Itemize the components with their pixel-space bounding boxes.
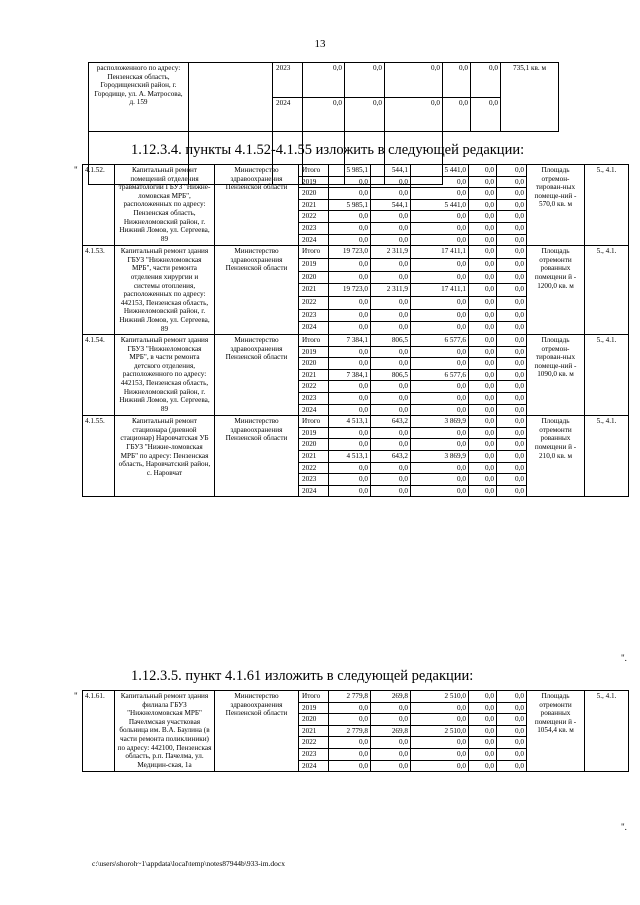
year-cell: 2023 (273, 63, 303, 98)
year-cell: 2024 (299, 234, 329, 246)
local-budget-cell: 0,0 (469, 358, 497, 370)
year-cell: 2023 (299, 309, 329, 322)
federal-budget-cell: 0,0 (411, 393, 469, 405)
local-budget-cell: 0,0 (469, 246, 497, 259)
federal-budget-cell: 0,0 (411, 234, 469, 246)
regional-budget-cell: 544,1 (371, 165, 411, 177)
regional-budget-cell: 0,0 (371, 404, 411, 416)
year-cell: 2023 (299, 748, 329, 760)
other-sources-cell: 0,0 (497, 222, 527, 234)
federal-budget-cell: 0,0 (411, 485, 469, 497)
local-budget-cell: 0,0 (469, 284, 497, 297)
regional-budget-cell: 0,0 (371, 296, 411, 309)
year-cell: 2022 (299, 211, 329, 223)
other-sources-cell: 0,0 (497, 258, 527, 271)
year-cell: 2022 (299, 462, 329, 474)
federal-budget-cell: 0,0 (411, 358, 469, 370)
item-name: Капитальный ремонт стационара (дневной стационар) Наровчатская УБ ГБУЗ "Нижне-ломовская МРБ" по адресу: Пензенская область, Наровчатский район, с. Наровчат (115, 416, 215, 497)
regional-budget-cell: 643,2 (371, 451, 411, 463)
other-sources-cell: 0,0 (497, 309, 527, 322)
federal-budget-cell: 0,0 (411, 427, 469, 439)
item-reference: 5., 4.1. (585, 335, 629, 416)
year-cell: 2024 (299, 404, 329, 416)
other-sources-cell: 0,0 (497, 211, 527, 223)
item-result: Площадь отремонти рованных помещени й - 210,0 кв. м (527, 416, 585, 497)
local-budget-cell: 0,0 (469, 258, 497, 271)
table-row (83, 335, 629, 347)
total-cell: 0,0 (329, 760, 371, 772)
regional-budget-cell: 0,0 (371, 346, 411, 358)
regional-budget-cell: 0,0 (371, 714, 411, 726)
local-budget-cell: 0,0 (469, 369, 497, 381)
regional-budget-cell: 806,5 (371, 369, 411, 381)
regional-budget-cell: 0,0 (371, 474, 411, 486)
other-sources-cell: 0,0 (497, 393, 527, 405)
total-cell: 19 723,0 (329, 246, 371, 259)
regional-budget-cell: 0,0 (371, 322, 411, 335)
total-cell: 0,0 (329, 188, 371, 200)
local-budget-cell: 0,0 (469, 199, 497, 211)
other-sources-cell: 0,0 (497, 451, 527, 463)
item-customer: Министерство здравоохранения Пензенской области (215, 416, 299, 497)
federal-budget-cell: 0,0 (411, 271, 469, 284)
regional-budget-cell: 0,0 (345, 97, 385, 132)
opening-quote-1: " (74, 165, 78, 175)
total-cell: 7 384,1 (329, 335, 371, 347)
other-sources-cell: 0,0 (497, 322, 527, 335)
year-cell: 2019 (299, 258, 329, 271)
local-budget-cell: 0,0 (469, 404, 497, 416)
federal-budget-cell: 0,0 (411, 702, 469, 714)
local-budget-cell: 0,0 (469, 427, 497, 439)
year-cell: Итого (299, 416, 329, 428)
regional-budget-cell: 0,0 (371, 234, 411, 246)
other-sources-cell: 0,0 (497, 702, 527, 714)
local-budget-cell: 0,0 (469, 725, 497, 737)
year-cell: Итого (299, 691, 329, 703)
federal-budget-cell: 0,0 (411, 760, 469, 772)
federal-budget-cell: 0,0 (411, 462, 469, 474)
year-cell: 2021 (299, 451, 329, 463)
local-budget-cell: 0,0 (469, 474, 497, 486)
item-result: Площадь отремонти рованных помещени й - 1200,0 кв. м (527, 246, 585, 335)
item-result: Площадь отремон-тирован-ных помеще-ний - 570,0 кв. м (527, 165, 585, 246)
other-sources-cell: 0,0 (497, 714, 527, 726)
local-budget-cell: 0,0 (469, 702, 497, 714)
other-sources-cell: 0,0 (497, 737, 527, 749)
federal-budget-cell: 0,0 (411, 346, 469, 358)
total-cell: 0,0 (303, 97, 345, 132)
total-cell: 0,0 (329, 346, 371, 358)
local-budget-cell: 0,0 (443, 97, 471, 132)
total-cell: 5 985,1 (329, 199, 371, 211)
federal-budget-cell: 0,0 (411, 714, 469, 726)
item-number: 4.1.53. (83, 246, 115, 335)
local-budget-cell: 0,0 (469, 211, 497, 223)
federal-budget-cell: 2 510,0 (411, 691, 469, 703)
regional-budget-cell: 0,0 (371, 211, 411, 223)
year-cell: 2022 (299, 737, 329, 749)
total-cell: 0,0 (329, 427, 371, 439)
year-cell: 2020 (299, 439, 329, 451)
year-cell: 2024 (299, 485, 329, 497)
other-sources-cell: 0,0 (497, 335, 527, 347)
total-cell: 0,0 (329, 393, 371, 405)
federal-budget-cell: 5 441,0 (411, 199, 469, 211)
year-cell: 2023 (299, 474, 329, 486)
federal-budget-cell: 0,0 (411, 222, 469, 234)
regional-budget-cell: 0,0 (371, 439, 411, 451)
regional-budget-cell: 0,0 (371, 393, 411, 405)
other-sources-cell: 0,0 (497, 691, 527, 703)
other-sources-cell: 0,0 (497, 485, 527, 497)
year-cell: 2021 (299, 369, 329, 381)
other-sources-cell: 0,0 (497, 427, 527, 439)
federal-budget-cell: 6 577,6 (411, 369, 469, 381)
federal-budget-cell: 0,0 (411, 404, 469, 416)
item-customer: Министерство здравоохранения Пензенской области (215, 335, 299, 416)
year-cell: 2021 (299, 199, 329, 211)
table-row (83, 165, 629, 177)
other-sources-cell: 0,0 (497, 462, 527, 474)
federal-budget-cell: 6 577,6 (411, 335, 469, 347)
regional-budget-cell: 0,0 (371, 462, 411, 474)
total-cell: 5 985,1 (329, 165, 371, 177)
local-budget-cell: 0,0 (469, 760, 497, 772)
federal-budget-cell: 2 510,0 (411, 725, 469, 737)
other-sources-cell: 0,0 (497, 725, 527, 737)
regional-budget-cell: 0,0 (371, 188, 411, 200)
item-number: 4.1.55. (83, 416, 115, 497)
total-cell: 0,0 (329, 381, 371, 393)
table-row (83, 246, 629, 259)
total-cell: 2 779,8 (329, 691, 371, 703)
local-budget-cell: 0,0 (469, 234, 497, 246)
regional-budget-cell: 0,0 (371, 485, 411, 497)
year-cell: Итого (299, 246, 329, 259)
local-budget-cell: 0,0 (469, 451, 497, 463)
total-cell: 0,0 (329, 296, 371, 309)
year-cell: 2023 (299, 222, 329, 234)
year-cell: 2022 (299, 381, 329, 393)
year-cell: Итого (299, 335, 329, 347)
heading-section-1-12-3-5: 1.12.3.5. пункт 4.1.61 изложить в следующей редакции: (131, 668, 474, 684)
local-budget-cell: 0,0 (469, 462, 497, 474)
year-cell: 2020 (299, 358, 329, 370)
regional-budget-cell: 269,8 (371, 725, 411, 737)
federal-budget-cell: 17 411,1 (411, 284, 469, 297)
item-name: Капитальный ремонт здания филиала ГБУЗ "Нижнеломовская МРБ" Пачелмская участковая больница им. В.А. Баулина (в части ремонта поликлиники) по адресу: 442100, Пензенская область, р.п. Пачелма, ул. Медицин-ская, 1а (115, 691, 215, 772)
other-sources-cell: 0,0 (497, 439, 527, 451)
local-budget-cell: 0,0 (469, 309, 497, 322)
federal-budget-cell: 0,0 (385, 63, 443, 98)
closing-quote-1: ". (621, 653, 627, 663)
total-cell: 2 779,8 (329, 725, 371, 737)
federal-budget-cell: 0,0 (411, 176, 469, 188)
year-cell: 2023 (299, 393, 329, 405)
local-budget-cell: 0,0 (469, 188, 497, 200)
regional-budget-cell: 0,0 (371, 381, 411, 393)
federal-budget-cell: 0,0 (411, 748, 469, 760)
federal-budget-cell: 17 411,1 (411, 246, 469, 259)
regional-budget-cell: 0,0 (371, 222, 411, 234)
regional-budget-cell: 643,2 (371, 416, 411, 428)
local-budget-cell: 0,0 (443, 63, 471, 98)
other-sources-cell: 0,0 (497, 188, 527, 200)
federal-budget-cell: 0,0 (411, 258, 469, 271)
total-cell: 0,0 (329, 258, 371, 271)
other-sources-cell: 0,0 (497, 176, 527, 188)
federal-budget-cell: 0,0 (385, 97, 443, 132)
total-cell: 4 513,1 (329, 416, 371, 428)
item-name: расположенного по адресу: Пензенская область, Городищенский район, г. Городище, ул. А. Матросова, д. 159 (89, 63, 189, 132)
local-budget-cell: 0,0 (469, 335, 497, 347)
year-cell: 2020 (299, 271, 329, 284)
other-sources-cell: 0,0 (497, 271, 527, 284)
item-result: Площадь отремон-тирован-ных помеще-ний - 1090,0 кв. м (527, 335, 585, 416)
local-budget-cell: 0,0 (469, 691, 497, 703)
other-sources-cell: 0,0 (497, 358, 527, 370)
other-sources-cell: 0,0 (471, 97, 501, 132)
year-cell: 2024 (299, 322, 329, 335)
item-number: 4.1.52. (83, 165, 115, 246)
other-sources-cell: 0,0 (497, 284, 527, 297)
total-cell: 19 723,0 (329, 284, 371, 297)
total-cell: 0,0 (329, 309, 371, 322)
regional-budget-cell: 0,0 (345, 63, 385, 98)
program-table-61 (82, 690, 629, 772)
total-cell: 0,0 (329, 485, 371, 497)
other-sources-cell: 0,0 (497, 346, 527, 358)
item-reference: 5., 4.1. (585, 691, 629, 772)
local-budget-cell: 0,0 (469, 176, 497, 188)
regional-budget-cell: 0,0 (371, 427, 411, 439)
regional-budget-cell: 0,0 (371, 271, 411, 284)
local-budget-cell: 0,0 (469, 296, 497, 309)
table-section-4-1-61 (82, 690, 629, 772)
local-budget-cell: 0,0 (469, 346, 497, 358)
footer-file-path: c:\users\shoroh~1\appdata\local\temp\notes87944b\933-im.docx (92, 859, 285, 868)
year-cell: 2024 (273, 97, 303, 132)
item-number: 4.1.61. (83, 691, 115, 772)
local-budget-cell: 0,0 (469, 381, 497, 393)
local-budget-cell: 0,0 (469, 271, 497, 284)
item-name: Капитальный ремонт здания ГБУЗ "Нижнеломовская МРБ", в части ремонта детского отделения, расположенного по адресу: 442153, Пензенская область, Нижнеломовский район, г. Нижний Ломов, ул. Сергеева, 89 (115, 335, 215, 416)
page-number: 13 (314, 38, 326, 50)
federal-budget-cell: 3 869,9 (411, 451, 469, 463)
year-cell: 2022 (299, 296, 329, 309)
year-cell: 2020 (299, 188, 329, 200)
regional-budget-cell: 2 311,9 (371, 284, 411, 297)
year-cell: 2021 (299, 725, 329, 737)
other-sources-cell: 0,0 (497, 474, 527, 486)
total-cell: 0,0 (329, 474, 371, 486)
heading-section-1-12-3-4: 1.12.3.4. пункты 4.1.52-4.1.55 изложить в следующей редакции: (131, 142, 525, 158)
item-name: Капитальный ремонт здания ГБУЗ "Нижнеломовская МРБ", части ремонта отделения хирургии и системы отопления, расположенных по адресу: 442153, Пензенская область, Нижнеломовский район, г. Нижний Ломов, ул. Сергеева, 89 (115, 246, 215, 335)
table-row (83, 416, 629, 428)
total-cell: 0,0 (329, 222, 371, 234)
federal-budget-cell: 0,0 (411, 211, 469, 223)
local-budget-cell: 0,0 (469, 222, 497, 234)
federal-budget-cell: 0,0 (411, 309, 469, 322)
year-cell: 2019 (299, 427, 329, 439)
other-sources-cell: 0,0 (497, 748, 527, 760)
federal-budget-cell: 0,0 (411, 737, 469, 749)
total-cell: 0,0 (329, 737, 371, 749)
total-cell: 4 513,1 (329, 451, 371, 463)
table-section-4-1-52-55 (82, 164, 629, 497)
total-cell: 0,0 (329, 462, 371, 474)
federal-budget-cell: 0,0 (411, 188, 469, 200)
item-result: Площадь отремонти рованных помещени й - 1054,4 кв. м (527, 691, 585, 772)
local-budget-cell: 0,0 (469, 416, 497, 428)
other-sources-cell: 0,0 (497, 165, 527, 177)
other-sources-cell: 0,0 (497, 234, 527, 246)
year-cell: 2019 (299, 176, 329, 188)
regional-budget-cell: 0,0 (371, 358, 411, 370)
federal-budget-cell: 3 869,9 (411, 416, 469, 428)
total-cell: 0,0 (329, 702, 371, 714)
total-cell: 0,0 (303, 63, 345, 98)
regional-budget-cell: 0,0 (371, 760, 411, 772)
item-customer: Министерство здравоохранения Пензенской области (215, 691, 299, 772)
total-cell: 0,0 (329, 748, 371, 760)
local-budget-cell: 0,0 (469, 485, 497, 497)
table-row (83, 691, 629, 703)
item-reference: 5., 4.1. (585, 416, 629, 497)
total-cell: 0,0 (329, 271, 371, 284)
local-budget-cell: 0,0 (469, 393, 497, 405)
item-reference: 5., 4.1. (585, 246, 629, 335)
local-budget-cell: 0,0 (469, 748, 497, 760)
total-cell: 0,0 (329, 176, 371, 188)
total-cell: 0,0 (329, 358, 371, 370)
federal-budget-cell: 0,0 (411, 439, 469, 451)
federal-budget-cell: 0,0 (411, 322, 469, 335)
other-sources-cell: 0,0 (497, 296, 527, 309)
regional-budget-cell: 0,0 (371, 176, 411, 188)
table-row (89, 63, 559, 98)
regional-budget-cell: 0,0 (371, 309, 411, 322)
federal-budget-cell: 0,0 (411, 381, 469, 393)
regional-budget-cell: 0,0 (371, 702, 411, 714)
opening-quote-2: " (74, 691, 78, 701)
closing-quote-2: ". (621, 822, 627, 832)
local-budget-cell: 0,0 (469, 714, 497, 726)
year-cell: 2019 (299, 702, 329, 714)
year-cell: 2020 (299, 714, 329, 726)
year-cell: Итого (299, 165, 329, 177)
other-sources-cell: 0,0 (471, 63, 501, 98)
item-number: 4.1.54. (83, 335, 115, 416)
item-name: Капитальный ремонт помещений отделения травматологии ГБУЗ "Нижне-ломовская МРБ", расположенных по адресу: Пензенская область, Нижнеломовский район, г. Нижний Ломов, ул. Сергеева, 89 (115, 165, 215, 246)
regional-budget-cell: 544,1 (371, 199, 411, 211)
local-budget-cell: 0,0 (469, 737, 497, 749)
regional-budget-cell: 2 311,9 (371, 246, 411, 259)
other-sources-cell: 0,0 (497, 246, 527, 259)
other-sources-cell: 0,0 (497, 760, 527, 772)
total-cell: 0,0 (329, 211, 371, 223)
item-customer: Министерство здравоохранения Пензенской области (215, 165, 299, 246)
federal-budget-cell: 0,0 (411, 296, 469, 309)
item-result: 735,1 кв. м (501, 63, 559, 132)
year-cell: 2021 (299, 284, 329, 297)
federal-budget-cell: 0,0 (411, 474, 469, 486)
total-cell: 0,0 (329, 234, 371, 246)
regional-budget-cell: 269,8 (371, 691, 411, 703)
total-cell: 7 384,1 (329, 369, 371, 381)
other-sources-cell: 0,0 (497, 404, 527, 416)
regional-budget-cell: 0,0 (371, 748, 411, 760)
other-sources-cell: 0,0 (497, 199, 527, 211)
federal-budget-cell: 5 441,0 (411, 165, 469, 177)
other-sources-cell: 0,0 (497, 369, 527, 381)
other-sources-cell: 0,0 (497, 416, 527, 428)
local-budget-cell: 0,0 (469, 322, 497, 335)
total-cell: 0,0 (329, 322, 371, 335)
total-cell: 0,0 (329, 714, 371, 726)
regional-budget-cell: 806,5 (371, 335, 411, 347)
item-reference: 5., 4.1. (585, 165, 629, 246)
total-cell: 0,0 (329, 404, 371, 416)
program-table (82, 164, 629, 497)
item-customer: Министерство здравоохранения Пензенской области (215, 246, 299, 335)
year-cell: 2019 (299, 346, 329, 358)
other-sources-cell: 0,0 (497, 381, 527, 393)
regional-budget-cell: 0,0 (371, 737, 411, 749)
local-budget-cell: 0,0 (469, 165, 497, 177)
item-customer (189, 63, 273, 132)
total-cell: 0,0 (329, 439, 371, 451)
regional-budget-cell: 0,0 (371, 258, 411, 271)
year-cell: 2024 (299, 760, 329, 772)
local-budget-cell: 0,0 (469, 439, 497, 451)
